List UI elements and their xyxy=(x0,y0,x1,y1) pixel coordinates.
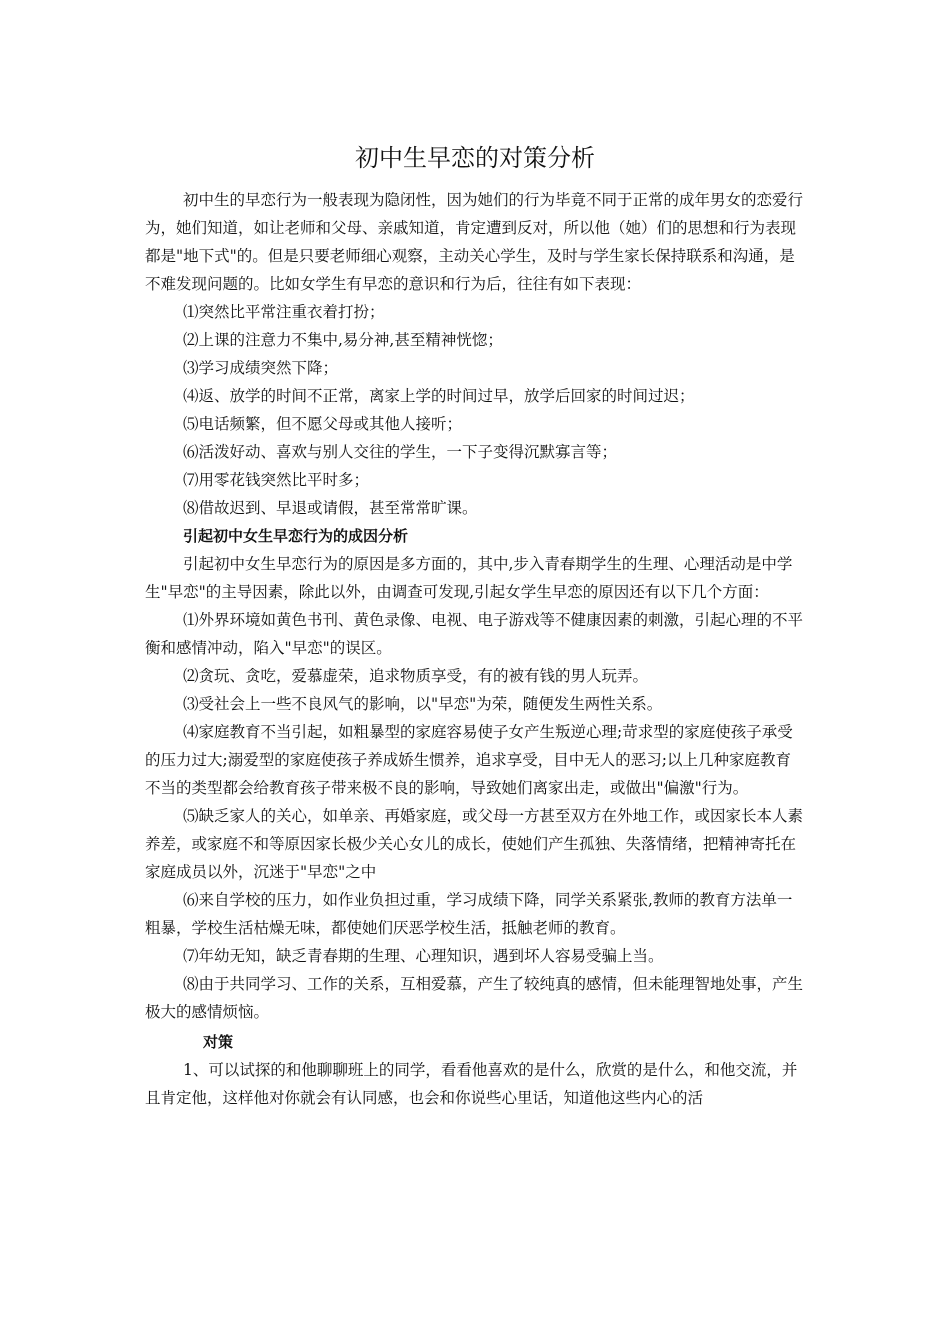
cause-item: ⑹来自学校的压力，如作业负担过重，学习成绩下降，同学关系紧张,教师的教育方法单一粗暴，学校生活枯燥无味，都使她们厌恶学校生活，抵触老师的教育。 xyxy=(145,891,793,937)
sign-item: ⑷返、放学的时间不正常，离家上学的时间过早，放学后回家的时间过迟； xyxy=(183,387,695,405)
sign-item: ⑵上课的注意力不集中,易分神,甚至精神恍惚； xyxy=(183,331,503,349)
cause-item: ⑶受社会上一些不良风气的影响，以"早恋"为荣，随便发生两性关系。 xyxy=(183,695,663,713)
sign-item: ⑴突然比平常注重衣着打扮； xyxy=(183,303,385,321)
intro-paragraph: 初中生的早恋行为一般表现为隐闭性，因为她们的行为毕竟不同于正常的成年男女的恋爱行为，她们知道，如让老师和父母、亲戚知道，肯定遭到反对，所以他（她）们的思想和行为表现都是"地下式"的。但是只要老师细心观察，主动关心学生，及时与学生家长保持联系和沟通，是不难发现问题的。比如女学生有早恋的意识和行为后，往往有如下表现： xyxy=(145,191,804,293)
sign-item: ⑸电话频繁，但不愿父母或其他人接听； xyxy=(183,415,463,433)
sign-item: ⑻借故迟到、早退或请假，甚至常常旷课。 xyxy=(183,499,478,517)
cause-item: ⑵贪玩、贪吃，爱慕虚荣，追求物质享受，有的被有钱的男人玩弄。 xyxy=(183,667,649,685)
cause-item: ⑺年幼无知，缺乏青春期的生理、心理知识，遇到坏人容易受骗上当。 xyxy=(183,947,664,965)
sign-item: ⑺用零花钱突然比平时多； xyxy=(183,471,370,489)
cause-item: ⑸缺乏家人的关心，如单亲、再婚家庭，或父母一方甚至双方在外地工作，或因家长本人素养差，或家庭不和等原因家长极少关心女儿的成长，使她们产生孤独、失落情绪，把精神寄托在家庭成员以外，沉迷于"早恋"之中 xyxy=(145,807,804,881)
sign-item: ⑹活泼好动、喜欢与别人交往的学生，一下子变得沉默寡言等； xyxy=(183,443,618,461)
causes-heading: 引起初中女生早恋行为的成因分析 xyxy=(183,527,409,545)
document-body xyxy=(145,186,803,1112)
cause-item: ⑷家庭教育不当引起，如粗暴型的家庭容易使子女产生叛逆心理;苛求型的家庭使孩子承受的压力过大;溺爱型的家庭使孩子养成娇生惯养，追求享受，目中无人的恶习;以上几种家庭教育不当的类型都会给教育孩子带来极不良的影响，导致她们离家出走，或做出"偏激"行为。 xyxy=(145,723,793,797)
measure-item: 1、可以试探的和他聊聊班上的同学，看看他喜欢的是什么，欣赏的是什么，和他交流，并且肯定他，这样他对你就会有认同感，也会和你说些心里话，知道他这些内心的活 xyxy=(145,1061,798,1107)
sign-item: ⑶学习成绩突然下降； xyxy=(183,359,339,377)
cause-item: ⑴外界环境如黄色书刊、黄色录像、电视、电子游戏等不健康因素的刺激，引起心理的不平衡和感情冲动，陷入"早恋"的误区。 xyxy=(145,611,804,657)
document-title: 初中生早恋的对策分析 xyxy=(355,144,595,172)
measures-heading: 对策 xyxy=(203,1033,234,1051)
cause-item: ⑻由于共同学习、工作的关系，互相爱慕，产生了较纯真的感情，但未能理智地处事，产生极大的感情烦恼。 xyxy=(145,975,804,1021)
causes-intro-paragraph: 引起初中女生早恋行为的原因是多方面的，其中,步入青春期学生的生理、心理活动是中学生"早恋"的主导因素，除此以外，由调查可发现,引起女学生早恋的原因还有以下几个方面： xyxy=(145,555,793,601)
